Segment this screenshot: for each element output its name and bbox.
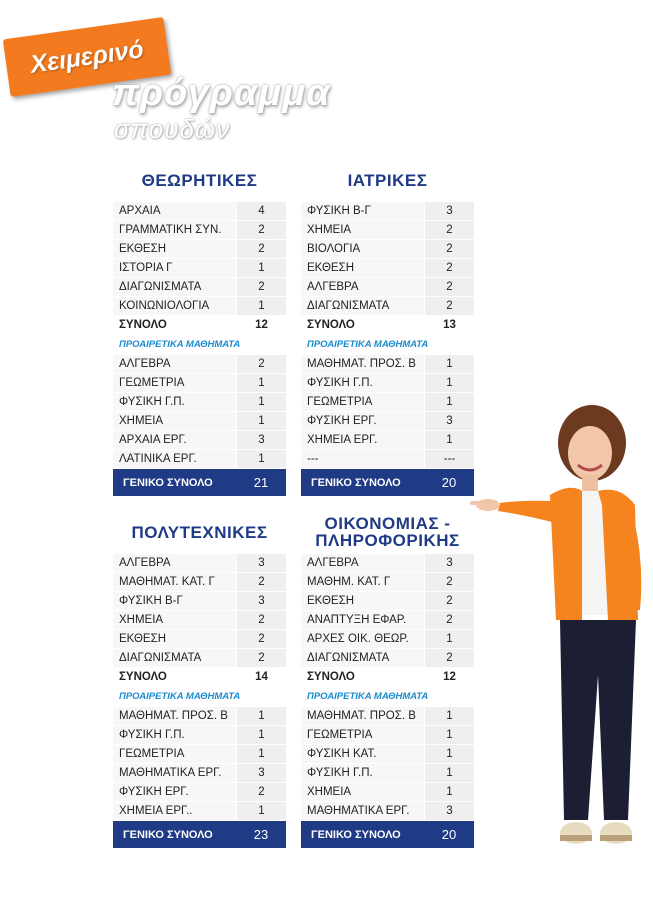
core-subjects-list [113,202,286,335]
subject-hours: 3 [236,554,286,572]
card-title: ΙΑΤΡΙΚΕΣ [301,158,474,202]
optional-subject-row [301,707,474,726]
optional-subjects-heading: ΠΡΟΑΙΡΕΤΙΚΑ ΜΑΘΗΜΑΤΑ [301,335,474,355]
subject-hours: 2 [424,278,474,296]
subject-name: ΜΑΘΗΜ. ΚΑΤ. Γ [301,573,424,591]
subject-hours: 1 [424,630,474,648]
subject-hours: 1 [236,726,286,744]
subject-hours: 1 [236,259,286,277]
subject-hours: 1 [236,374,286,392]
subject-hours: 1 [424,355,474,373]
subject-hours: 1 [236,450,286,468]
subject-hours: 2 [424,240,474,258]
total-row [301,668,474,687]
subject-hours: 2 [424,592,474,610]
subject-row [301,630,474,649]
subject-name: ΑΡΧΑΙΑ ΕΡΓ. [113,431,236,449]
total-label: ΣΥΝΟΛΟ [113,668,236,686]
subject-name: ΓΕΩΜΕΤΡΙΑ [301,726,424,744]
subject-row [301,240,474,259]
core-subjects-list [113,554,286,687]
subject-row [301,554,474,573]
subject-name: ΚΟΙΝΩΝΙΟΛΟΓΙΑ [113,297,236,315]
optional-subject-row [301,745,474,764]
subject-row [301,221,474,240]
subject-hours: 1 [236,412,286,430]
optional-subject-row [113,726,286,745]
subject-name: ΔΙΑΓΩΝΙΣΜΑΤΑ [113,278,236,296]
grand-total-label: ΓΕΝΙΚΟ ΣΥΝΟΛΟ [311,828,401,841]
subject-hours: 3 [424,554,474,572]
subject-hours: 3 [236,764,286,782]
subject-name: ΧΗΜΕΙΑ ΕΡΓ.. [113,802,236,820]
subject-row [113,554,286,573]
subject-name: ΜΑΘΗΜΑΤ. ΠΡΟΣ. Β [301,355,424,373]
subject-hours: 1 [236,393,286,411]
card-title: ΠΟΛΥΤΕΧΝΙΚΕΣ [113,510,286,554]
subject-name: ΕΚΘΕΣΗ [113,630,236,648]
optional-subject-row [301,783,474,802]
subject-hours: 1 [236,297,286,315]
subject-name: ΦΥΣΙΚΗ ΚΑΤ. [301,745,424,763]
subject-hours: 1 [424,431,474,449]
subject-name: ΓΕΩΜΕΤΡΙΑ [113,374,236,392]
optional-subjects-list [301,355,474,469]
grand-total-label: ΓΕΝΙΚΟ ΣΥΝΟΛΟ [311,476,401,489]
subject-hours: 2 [236,355,286,373]
subject-hours: 2 [424,221,474,239]
subject-name: ΔΙΑΓΩΝΙΣΜΑΤΑ [301,649,424,667]
subject-hours: 2 [424,259,474,277]
subject-name: ΧΗΜΕΙΑ [113,412,236,430]
subject-hours: 3 [236,431,286,449]
subject-row [113,259,286,278]
card-title: ΟΙΚΟΝΟΜΙΑΣ - ΠΛΗΡΟΦΟΡΙΚΗΣ [301,510,474,554]
subject-row [301,278,474,297]
optional-subject-row [113,412,286,431]
subject-name: ΦΥΣΙΚΗ Β-Γ [113,592,236,610]
subject-hours: 1 [424,745,474,763]
subject-hours: 2 [424,573,474,591]
subject-row [301,649,474,668]
subject-hours: 1 [424,726,474,744]
optional-subject-row [301,450,474,469]
grand-total-bar [113,469,286,496]
optional-subjects-heading: ΠΡΟΑΙΡΕΤΙΚΑ ΜΑΘΗΜΑΤΑ [301,687,474,707]
grand-total-hours: 21 [253,475,269,490]
subject-name: ΓΕΩΜΕΤΡΙΑ [113,745,236,763]
subject-name: ΧΗΜΕΙΑ [113,611,236,629]
subject-hours: 1 [236,802,286,820]
optional-subject-row [113,393,286,412]
subject-hours: 2 [236,630,286,648]
subject-hours: 1 [424,783,474,801]
grand-total-label: ΓΕΝΙΚΟ ΣΥΝΟΛΟ [123,476,213,489]
subject-name: ΦΥΣΙΚΗ Γ.Π. [113,726,236,744]
optional-subject-row [113,802,286,821]
subject-name: ΑΡΧΑΙΑ [113,202,236,220]
subject-hours: 3 [424,802,474,820]
optional-subject-row [301,431,474,450]
subject-name: ΦΥΣΙΚΗ Γ.Π. [113,393,236,411]
optional-subjects-list [113,707,286,821]
subject-hours: --- [424,450,474,468]
optional-subject-row [301,393,474,412]
grand-total-bar [301,469,474,496]
total-row [113,316,286,335]
subject-name: ΑΛΓΕΒΡΑ [113,355,236,373]
total-hours: 12 [424,668,474,686]
program-card-theoretical [113,158,286,496]
subject-hours: 4 [236,202,286,220]
program-card-polytechnic [113,510,286,848]
subject-row [113,573,286,592]
subject-name: ΙΣΤΟΡΙΑ Γ [113,259,236,277]
optional-subject-row [113,745,286,764]
subject-hours: 2 [236,783,286,801]
subject-row [113,649,286,668]
grand-total-label: ΓΕΝΙΚΟ ΣΥΝΟΛΟ [123,828,213,841]
subject-hours: 1 [424,374,474,392]
subject-name: ΦΥΣΙΚΗ ΕΡΓ. [113,783,236,801]
page-title: πρόγραμμα [112,72,331,114]
optional-subject-row [113,783,286,802]
subject-name: --- [301,450,424,468]
optional-subjects-heading: ΠΡΟΑΙΡΕΤΙΚΑ ΜΑΘΗΜΑΤΑ [113,687,286,707]
optional-subject-row [301,412,474,431]
subject-row [113,278,286,297]
grand-total-hours: 20 [441,827,457,842]
subject-name: ΓΕΩΜΕΤΡΙΑ [301,393,424,411]
optional-subject-row [301,802,474,821]
subject-name: ΔΙΑΓΩΝΙΣΜΑΤΑ [301,297,424,315]
optional-subject-row [301,726,474,745]
subject-name: ΜΑΘΗΜΑΤ. ΠΡΟΣ. Β [113,707,236,725]
optional-subject-row [301,355,474,374]
subject-name: ΑΡΧΕΣ ΟΙΚ. ΘΕΩΡ. [301,630,424,648]
subject-row [301,592,474,611]
subject-name: ΜΑΘΗΜΑΤ. ΠΡΟΣ. Β [301,707,424,725]
subject-hours: 2 [236,240,286,258]
subject-hours: 3 [424,202,474,220]
subject-hours: 2 [236,611,286,629]
student-illustration [470,405,650,875]
total-row [113,668,286,687]
optional-subject-row [301,764,474,783]
subject-row [113,221,286,240]
subject-row [301,573,474,592]
core-subjects-list [301,202,474,335]
page-subtitle: σπουδών [114,114,231,144]
grand-total-bar [113,821,286,848]
subject-row [301,259,474,278]
subject-name: ΦΥΣΙΚΗ Γ.Π. [301,764,424,782]
subject-row [301,611,474,630]
subject-hours: 2 [236,278,286,296]
subject-name: ΕΚΘΕΣΗ [301,592,424,610]
total-label: ΣΥΝΟΛΟ [301,668,424,686]
total-hours: 12 [236,316,286,334]
subject-name: ΕΚΘΕΣΗ [113,240,236,258]
subject-name: ΑΛΓΕΒΡΑ [301,554,424,572]
grand-total-bar [301,821,474,848]
subject-name: ΛΑΤΙΝΙΚΑ ΕΡΓ. [113,450,236,468]
optional-subject-row [113,355,286,374]
subject-hours: 2 [424,611,474,629]
subject-name: ΜΑΘΗΜΑΤ. ΚΑΤ. Γ [113,573,236,591]
subject-name: ΜΑΘΗΜΑΤΙΚΑ ΕΡΓ. [113,764,236,782]
subject-hours: 2 [236,221,286,239]
subject-hours: 3 [424,412,474,430]
total-row [301,316,474,335]
subject-name: ΦΥΣΙΚΗ Γ.Π. [301,374,424,392]
subject-name: ΧΗΜΕΙΑ [301,783,424,801]
optional-subjects-list [301,707,474,821]
total-label: ΣΥΝΟΛΟ [301,316,424,334]
total-hours: 14 [236,668,286,686]
optional-subjects-list [113,355,286,469]
subject-hours: 1 [236,745,286,763]
subject-hours: 1 [424,393,474,411]
subject-name: ΔΙΑΓΩΝΙΣΜΑΤΑ [113,649,236,667]
subject-name: ΑΛΓΕΒΡΑ [301,278,424,296]
subject-name: ΑΝΑΠΤΥΞΗ ΕΦΑΡ. [301,611,424,629]
program-card-medical [301,158,474,496]
subject-name: ΑΛΓΕΒΡΑ [113,554,236,572]
subject-row [113,611,286,630]
subject-hours: 2 [236,573,286,591]
subject-name: ΜΑΘΗΜΑΤΙΚΑ ΕΡΓ. [301,802,424,820]
subject-hours: 1 [236,707,286,725]
subject-hours: 3 [236,592,286,610]
badge-label: Χειμερινό [28,34,146,79]
optional-subject-row [113,450,286,469]
subject-hours: 1 [424,764,474,782]
card-title: ΘΕΩΡΗΤΙΚΕΣ [113,158,286,202]
optional-subject-row [301,374,474,393]
subject-row [113,297,286,316]
optional-subject-row [113,707,286,726]
subject-row [113,202,286,221]
total-hours: 13 [424,316,474,334]
program-card-economics [301,510,474,848]
subject-hours: 2 [236,649,286,667]
core-subjects-list [301,554,474,687]
total-label: ΣΥΝΟΛΟ [113,316,236,334]
subject-row [301,297,474,316]
subject-name: ΒΙΟΛΟΓΙΑ [301,240,424,258]
optional-subject-row [113,374,286,393]
subject-row [113,592,286,611]
grand-total-hours: 20 [441,475,457,490]
optional-subjects-heading: ΠΡΟΑΙΡΕΤΙΚΑ ΜΑΘΗΜΑΤΑ [113,335,286,355]
grand-total-hours: 23 [253,827,269,842]
optional-subject-row [113,764,286,783]
subject-name: ΧΗΜΕΙΑ ΕΡΓ. [301,431,424,449]
subject-row [113,630,286,649]
subject-hours: 2 [424,297,474,315]
subject-name: ΦΥΣΙΚΗ Β-Γ [301,202,424,220]
subject-hours: 2 [424,649,474,667]
subject-name: ΕΚΘΕΣΗ [301,259,424,277]
subject-row [301,202,474,221]
optional-subject-row [113,431,286,450]
subject-name: ΓΡΑΜΜΑΤΙΚΗ ΣΥΝ. [113,221,236,239]
subject-name: ΧΗΜΕΙΑ [301,221,424,239]
subject-hours: 1 [424,707,474,725]
subject-name: ΦΥΣΙΚΗ ΕΡΓ. [301,412,424,430]
subject-row [113,240,286,259]
